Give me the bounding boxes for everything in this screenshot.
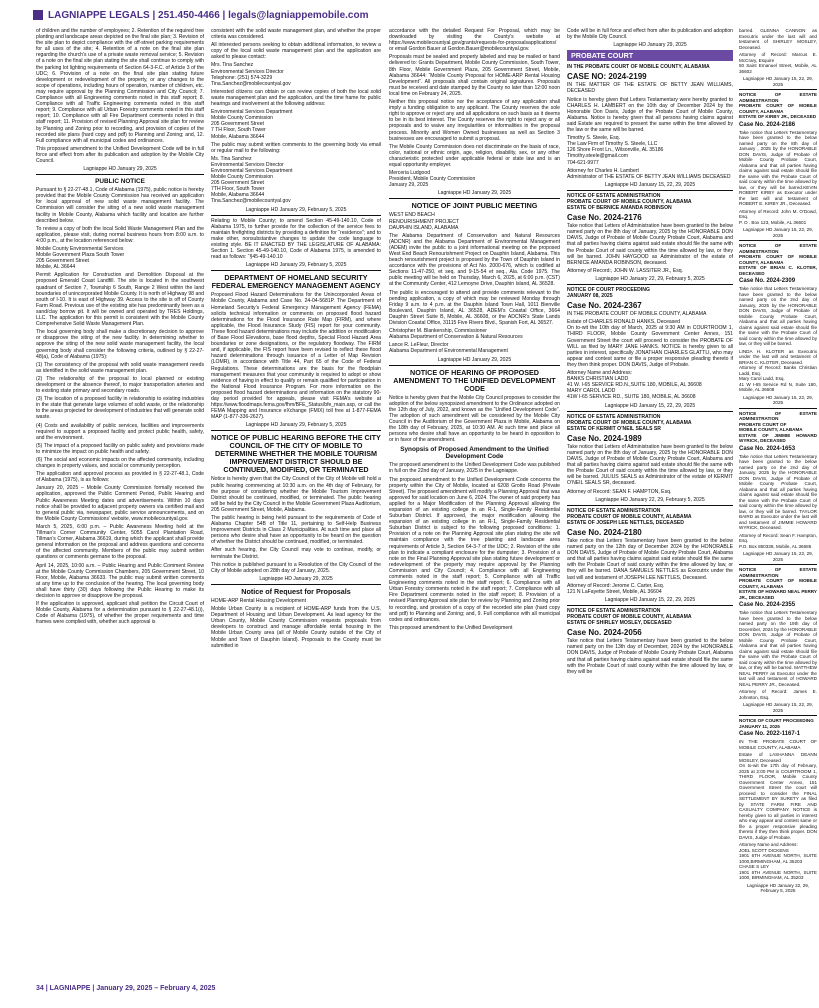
notice-text: Neither this proposal notice nor the acceptance of any application shall imply a funding obligation to any applicant. The County reserves the sole right to approve or reject any and all applications on such basis as it deems to be in its best interest. The County reserves the right to reject any or all proposals and to waive any irregularities or informalities in the proposal process. Minority and Women Owned businesses as well as Section 3 businesses are encouraged to submit a proposal. (389, 99, 560, 142)
publication-signature: Lagniappe HD January 15, 22, 29, 2025 (743, 702, 813, 713)
publication-signature: Lagniappe HD January 15, 22, 29, 2025 (743, 76, 813, 87)
notice-text: Mobile Urban County is a recipient of HOME-ARP funds from the U.S. Department of Housing and Urban Development. As lead agency for the Urban County, Mobile County Commission requests proposals from developers to construct and manage affordable rental housing in the Mobile Urban County area (all of Mobile County outside of the City of Mobile and Town of Dauphin Island). Proposals to the County must be submitted in (211, 606, 381, 649)
divider (739, 408, 817, 409)
notice-text: Take notice that Letters Testamentary have been granted to the below named party on the 19th day of December, 2024 by the HONORABLE DON DAVIS, Judge of Probate of Mobile County Probate Court, Alabama and that all parties having claims against said estate should file the same with the Probate Court of said county within the time allowed by law, or they will be barred. MATTHEW NEAL PERRY as Executor under the last will and testament of HOWARD NEAL PERRY JR., Deceased. (739, 610, 817, 687)
publication-signature: Lagniappe HD January 15, 22, 29, 2025 (743, 394, 813, 405)
notice-text: Notice is hereby given that the City Council of the City of Mobile will hold a public hearing commencing at 10:30 a.m. on the 4th day of February, for the purpose of considering whether the Mobile Tourism Improvement District should be continued, modified, or terminated. The public hearing will be held by the City Council in the Mobile Government Plaza Auditorium, 205 Government Street, Mobile, Alabama. (211, 476, 381, 513)
header-divider: | (219, 9, 229, 21)
probate-court-banner: PROBATE COURT (567, 50, 733, 61)
criteria-item: (4) Costs and availability of public services, facilities and improvements required to support a proposed facility and protect public health, safety, and the environment. (36, 422, 204, 441)
notice-text: Attorney of Record: John M. O’Dowd, Esq. P. O . Box 123, Mobile, AL 36601 (739, 208, 817, 225)
notice-text: The public hearing is being held pursuant to the requirements of Code of Alabama Chapter 54B of Title 11, pertaining to Self-Help Business Improvement Districts in Class 2 Municipalities. At such time and place all persons who desire shall have an opportunity to be heard on the question of whether the District should be continued, modified, or terminated. (211, 515, 381, 546)
header-email[interactable]: legals@lagniappemobile.com (228, 9, 369, 21)
header-divider: | (149, 9, 159, 21)
notice-text: The Alabama Department of Conservation and Natural Resources (ADCNR) and the Alabama Department of Environmental Management (ADEM) invite the public to a joint informational meeting on the proposed West End Beach Renourishment Project on Dauphin Island, Alabama. This beach renourishment project is proposed by the Town of Dauphin Island in accordance with the provisions of Act No. 2000-676, which is codified at Sections 11-47-250, et seq. and 9-15-54 et seq., Ala. Code 1975. The public meeting will be held on Thursday, March 6, 2025, at 6:00 p.m. (CST) at the Community Center, 412 Lemoyne Drive, Dauphin Island, AL 36528. (389, 232, 560, 288)
notice-text: Relating to Mobile County; to amend Section 45-49-140.10, Code of Alabama 1975, to further provide for the collection of the service fees to maintain firefighting districts by providing a definition for “residence”; and to make other, nonsubstantive changes to update the code language to existing style. BE IT ENACTED BY THE LEGISLATURE OF ALABAMA: Section 1. Section 45-49-140.10, Code of Alabama 1975, is amended to read as follows: “§45-49-140.10 (211, 217, 381, 261)
notice-text: This proposed amendment to the Unified Development (389, 624, 513, 631)
notice-header: NOTICE OF ESTATE ADMINISTRATION PROBATE COURT OF MOBILE COUNTY, ALABAMA ESTATE OF SHIRLEY MOSLEY, DECEASED (567, 607, 692, 627)
divider (211, 584, 381, 585)
divider (567, 605, 733, 606)
notice-text: Attorney of Record: SEAN F. HAMPTON, Esq. (567, 488, 672, 495)
notice-header: NOTICE OF ESTATE ADMINISTRATION PROBATE COURT OF MOBILE COUNTY, ALABAMA ESTATE OF BRIAN C. KLOTER, DECEASED (739, 243, 817, 276)
notice-text: Attorney of Record: Marcus E. McCrary, Esquire 50 Saint Emanuel Street, Mobile, AL 36602 (739, 52, 817, 74)
notice-text: Attorney of Record: Jerome C. Carter, Esq. 121 N LaFayette Street, Mobile, AL 36604 (567, 582, 665, 595)
notice-text: IN THE MATTER OF THE ESTATE OF BETTY JEAN WILLIAMS, DECEASED (567, 82, 733, 95)
signature-block: Christopher M. Blankenship, Commissioner Alabama Department of Conservation & Natural Resources (389, 328, 523, 341)
notice-text: Attorney of Record: Sean F. Hampton, Esq. P.O. Box 850338, Mobile, AL 36685 (739, 532, 817, 549)
notice-text: All interested persons seeking to obtain additional information, to review a copy of the local solid waste management plan and the application are asked to please contact: (211, 42, 381, 61)
notice-text: The local governing body shall make a discretionary decision to approve or disapprove the siting of the new facility. In determining whether to approve the siting of the new solid waste management facility, the local governing body shall consider the following criteria, outlined by § 22-27-48(a), Code of Alabama (1975): (36, 329, 204, 360)
divider (567, 411, 733, 412)
notice-text: The proposed amendment to the Unified Development Code was published in full on the 22nd day of January, 2025 in the Lagniappe. (389, 462, 560, 475)
project-heading: WEST END BEACH RENOURISHMENT PROJECT DAUPHIN ISLAND, ALABAMA (389, 212, 460, 231)
case-number: Case No. 2024-2309 (739, 278, 796, 284)
notice-title: DEPARTMENT OF HOMELAND SECURITY FEDERAL EMERGENCY MANAGEMENT AGENCY (211, 273, 381, 291)
page-header (33, 9, 793, 21)
publication-signature: Lagniappe HD January 15, 22, 29, 2025 (604, 181, 696, 188)
case-number: Case No. 2024-1989 (567, 433, 642, 443)
notice-header: NOTICE OF COURT PROCEEDING JANUARY 08, 2025 (567, 287, 650, 300)
notice-text: IN THE PROBATE COURT OF MOBILE COUNTY, ALABAMA (739, 739, 817, 750)
notice-text: Attorney for Charles H. Lambert Administrator of THE ESTATE OF BETTY JEAN WILLIAMS DECEASED (567, 167, 731, 180)
notice-title: PUBLIC NOTICE (95, 178, 145, 186)
column-3 (389, 28, 560, 983)
publication-signature: Lagniappe HD January 15, 22, 29, 2025 (604, 596, 696, 603)
notice-text: Take notice that Letters Testamentary have been granted to the below named party on the 12th day of December 2024 by the HONORABLE DON DAVIS, Judge of Probate of Mobile County Probate Court, Alabama and that all parties having claims against said estate should file the same with the Probate Court of said county within the time allowed by law, or they will be barred. DANA SAMUELS NETTLES as Executrix under the last will and testament of JOSEPH LEE NETTLES, Deceased. (567, 538, 733, 581)
case-number: Case No. 2024-2056 (567, 628, 642, 638)
publication-signature: Lagniappe HD January 15, 22, 29, 2025 (604, 402, 696, 409)
case-number: CASE NO: 2024-2199 (567, 72, 647, 82)
publication-signature: Lagniappe HD January 29, 2025 (437, 356, 512, 363)
address-block: Mobile County Environmental Services Mobile Government Plaza South Tower 205 Government Street Mobile, AL 36644 (36, 246, 125, 271)
case-number: Case No. 2022-1167-1 (739, 731, 801, 737)
notice-text: Pursuant to § 22-27-48.1, Code of Alabama (1975), public notice is hereby provided that the Mobile County Commission has received an application for local approval of new solid waste management facility. The Commission will consider the siting of a new solid waste management facility in Mobile County, Alabama which facility and location are further described below. (36, 187, 204, 224)
publication-signature: Lagniappe HD January 22, 29, February 5, 2025 (595, 496, 705, 503)
notice-header: NOTICE OF ESTATE ADMINISTRATION PROBATE COURT OF MOBILE COUNTY, ALABAMA ESTATE OF KIRBY JR., DECEASED (739, 92, 817, 119)
notice-title: Notice of Request for Proposals (241, 586, 351, 596)
case-number: Case No. 2024-2176 (567, 213, 642, 223)
notice-title: NOTICE OF HEARING OF PROPOSED AMENDMENT TO THE UNIFIED DEVELOPMENT CODE (393, 367, 556, 393)
notice-text: accordance with the detailed Request For Proposal, which may be downloaded by visiting the County’s website at https://www.mobilecountyal.gov/grants/requests-for-proposalsapplications/ or email Gordon Bauer at Gordon.Bauer@mobilecountyal.gov. (389, 28, 560, 53)
divider (567, 505, 733, 506)
divider (739, 240, 817, 241)
notice-header: NOTICE OF ESTATE ADMINISTRATION PROBATE COURT OF MOBILE COUNTY, ALABAMA ESTATE OF JIMMIE HOWARD WYRICK, DECEASED (739, 410, 817, 443)
notice-text: To review a copy of both the local Solid Waste Management Plan and the application, please visit, during normal business hours from 8:00 a.m. to 4:00 p.m., at the location referenced below: (36, 225, 204, 244)
notice-text: Estate of CHARLES RONALD HANKS, Deceased On to-wit the 10th day of March, 2025 at 9:30 AM in COURTROOM 1, THIRD FLOOR, Mobile County Government Center Annex, 151 Government Street the court will proceed to consider the PROBATE OF WILL as filed by MARY JANE HANKS. NOTICE is hereby given to all parties in interest, specifically JONATHAN CHARLES GLATTLI, who may appear and contest same or file a proper responsive pleading thereto if they then think proper. DON DAVIS, Judge of Probate. (567, 319, 733, 368)
publication-signature: Lagniappe HD January 29, 2025 (613, 42, 687, 49)
notice-text: Notice is hereby given that the Mobile City Council proposes to consider the adoption of the below synopsized amendment to the Ordinance adopted on the 12th day of July, 2022, and known as the “Unified Development Code”. The adoption of such amendment will be considered by the Mobile City Council in the Auditorium of the Government Plaza in Mobile, Alabama on the 18th day of February, 2025, at 10:30 AM. At such time and place all persons who desire shall have an opportunity to be heard in opposition to or in favor of the amendment. (389, 394, 560, 444)
publication-signature: Lagniappe HD January 29, February 5, 2025 (245, 206, 347, 213)
divider (389, 365, 560, 366)
notice-text: The application and approval process as provided in § 22-27-48.1, Code of Alabama (1975), is as follows: (36, 471, 204, 484)
page-footer: 34 | LAGNIAPPE | January 29, 2025 – February 4, 2025 (36, 985, 216, 992)
column-5-notices (739, 28, 817, 983)
notice-text: of children and the number of employees; 2. Retention of the required tree planting and landscape areas depicted on the final site plan; 3. Revision of the site plan to depict compliance with the off-street parking requirements for all uses of the site; 4. Retention of a note on the final site plan regarding the church’s use of a private waste removal service; 5. Revision of a note on the final site plan stating the site shall continue to comply with the parking lot lighting requirements of Section 64-3-F.C. of Article 3 of the UDC; 6. Provision of a note on the final site plan stating future development or redevelopment of the property, or any changes to the scope of operations, including hours of operation, number of children, etc. may require approval by the Planning Commission and City Council; 7. Compliance with all Engineering comments noted in this staff report; 8. Compliance with all Traffic Engineering comments noted in this staff report; 9. Compliance with all Urban Forestry comments noted in this staff report; 10. Compliance with all Fire Department comments noted in this staff report; 11. Provision of revised Planning Approval site plan for review by Planning and Zoning prior to recording, and provision of copies of the recorded site plans (hard copy and pdf) to Planning and Zoning; and, 12. Full compliance with all municipal codes and ordinances. (36, 28, 204, 144)
notice-text: Code will be in full force and effect from after its publication and adoption by the Mobile City Council. (567, 28, 733, 41)
criteria-item: (5) The impact of a proposed facility on public safety and provisions made to minimize the impact on public health and safety. (36, 442, 204, 455)
notice-text: barred. GLENNA CANNON as Executrix under the last will and testament of SHIRLEY MOSLEY, Deceased. (739, 28, 817, 50)
criteria-item: (6) The social and economic impacts on the affected community, including changes in property values, and social or community perception. (36, 457, 204, 470)
notice-text: Proposals must be sealed and properly labeled and may be mailed or hand delivered to: Grants Department, Mobile County Commission, South Tower, 8th Floor, Mobile Government Plaza, 205 Government Street, Mobile, Alabama 36644: “Mobile County Proposal for HOME-ARP Rental Housing Development”. All proposals shall contain original signatures. Proposals must be received and date stamped by the County no later than 12:00 noon local time on February 24, 2025. (389, 54, 560, 97)
divider (739, 564, 817, 565)
criteria-item: (3) The location of a proposed facility in relationship to existing industries in the state that generate large volumes of solid waste, or the relationship to the areas projected for development of industries that will generate solid waste. (36, 396, 204, 421)
notice-text: After such hearing, the City Council may vote to continue, modify, or terminate the District. (211, 547, 381, 560)
notice-text: The Mobile County Commission does not discriminate on the basis of race, color, national or ethnic origin, age, religion, disability, sex, or any other characteristic protected under applicable federal or state law and is an equal opportunity employer. (389, 143, 560, 168)
case-number: Case No. 2024-2186 (739, 121, 796, 128)
notice-header: NOTICE OF ESTATE ADMINISTRATION PROBATE COURT OF MOBILE COUNTY, ALABAMA ESTATE OF JOSEPH LEE NETTLES, DECEASED (567, 507, 692, 526)
notice-text: Attorney Name and Address: JOEL SCOTT DICKENS 1901 6TH AVENUE NORTH, SUITE 1000,BIRMINGHAM, AL 35203 CHASE S LEY 1901 6TH AVENUE NORTH, SUITE 1000, BIRMINGHAM, AL 35203 (739, 842, 817, 880)
notice-text: Take notice that Letters Testamentary have been granted to the below named party on the 2nd day of January, 2025 by the HONORABLE DON DAVIS, Judge of Probate of Mobile County Probate Court, Alabama and that all parties having claims against said estate should file the same with the Probate Court of said county within the time allowed by law, or they will be barred. TAYLOR BAIRD as Executor under the last will and testament of JIMMIE HOWARD WYRICK, Deceased. (739, 453, 817, 530)
notice-text: Notice is hereby given that Letters Testamentary were hereby granted to CHARLES H. LAMBERT on the 10th day of December 2024 by the Honorable Don Davis, Judge of the Probate Court of Mobile County, Alabama. Notice is hereby given that all persons having claims against said Estate are required to present the same within the time allowed by the law or the same will be barred. (567, 96, 733, 134)
address-block: Environmental Services Department Mobile County Commission 205 Government Street 7 TH Floor, South Tower Mobile, Alabama 36644 (211, 109, 293, 140)
notice-text: March 5, 2025, 6:00 p.m. – Public Awareness Meeting held at the Tillman’s Corner Community Center, 5055 Carol Plantation Road, Tillman’s Corner, Alabama 36619, during which the applicant shall provide general information on the proposal and address questions and concerns of the affected community. Members of the public may submit written questions or comments germane to the proposal. (36, 523, 204, 561)
notice-text: LINDA H. KLOTER as Executrix under the last will and testament of BRIAN C. KLOTER, Deceased. Attorney of Record: Banks Christian Ladd, Esq. Mary Carol Ladd, Esq. 41 W I-65 Service Rd N, Suite 180, Mobile, AL 36608 (739, 348, 817, 392)
publication-signature: Lagniappe HD January 29, February 5, 2025 (245, 422, 347, 429)
column-1 (36, 28, 204, 983)
publication-signature: Lagniappe HD January 29, February 5, 2025 (245, 262, 347, 269)
notice-text: IN THE PROBATE COURT OF MOBILE COUNTY, ALABAMA (567, 311, 707, 318)
signature-block: Merceria Ludgood President, Mobile County Commission January 29, 2025 (389, 170, 476, 189)
divider (389, 198, 560, 199)
contact-block: Mrs. Tina Sanchez Environmental Services Director Telephone: (251) 574-3229 Tina.Sanchez@mobilecountyal.gov (211, 62, 291, 87)
notice-header: NOTICE OF ESTATE ADMINISTRATION PROBATE COURT OF MOBILE COUNTY, ALABAMA ESTATE OF KERMIT O’NEIL SEALS SR (567, 413, 692, 432)
divider (739, 89, 817, 90)
notice-text: The proposed amendment to the Unified Development Code concerns the property within the City of Mobile, located at 6208 Grotto Road (Private Street). The proposed amendment will modify a Planning Approval that was approved for said location on June 6, 2024. The owner of said property has applied for a Major Modification of the Planning Approval allowing the expansion of an existing college in an R-1, Single-Family Residential Suburban District. If approved, the major modification allowing the expansion of an existing college in an R-1, Single-Family Residential Suburban District is subject to the following proposed conditions: 1. Provision of a note on the Planning Approval site plan stating the site will maintain compliance with the tree planting and landscape area requirements of Article 3, Section 64-3-7 of the UDC; 2. Revision of the site plan to indicate a compliant enclosure for the dumpster; 3. Provision of a note on the Final Planning Approval site plan stating future development or redevelopment of the property may require approval by the Planning Commission and City Council; 4. Compliance with all Engineering comments noted in the staff report; 5. Compliance with all Traffic Engineering comments noted in the staff report; 6. Compliance with all Urban Forestry comments noted in the staff report; 7. Compliance with all Fire Department comments noted in the staff report; 8. Provision of a revised Planning Approval site plan for review by Planning and Zoning prior to recording, and provision of a copy of the recorded site plan (hard copy and pdf) to Planning and Zoning; and, 9. Full compliance with all municipal codes and ordinances. (389, 476, 560, 623)
notice-text: The public may submit written comments to the governing body via email or regular mail to the following: (211, 141, 381, 154)
notice-text: Proposed Flood Hazard Determinations for the Unincorporated Areas of Mobile County, Alabama and Case No. 24-04-5681P. The Department of Homeland Security’s Federal Emergency Management Agency (FEMA) solicits technical information or comments on proposed flood hazard determinations for the Flood Insurance Rate Map (FIRM), and where applicable, the Flood Insurance Study (FIS) report for your community. These flood hazard determinations may include the addition or modification of Base Flood Elevations, base flood depths, Special Flood Hazard Area boundaries or zone designations, or the regulatory floodway. The FIRM and, if applicable, the FIS report have been revised to reflect these flood hazard determinations through issuance of a Letter of Map Revision (LOMR), in accordance with Title 44, Part 65 of the Code of Federal Regulations. These determinations are the basis for the floodplain management measures that your community is required to adopt or show evidence of having in effect to qualify or remain qualified for participation in the National Flood Insurance Program. For more information on the proposed flood hazard determinations and information on the statutory 90-day period provided for appeals, please visit FEMA’s website at https://www.floodmaps.fema.gov/fhm/BFE_Status/bfe_main.asp, or call the FEMA Mapping and Insurance eXchange (FMIX) toll free at 1-877-FEMA MAP (1-877-336-2627). (211, 292, 381, 421)
notice-text: Take notice that Letters Testamentary have been granted to the below named party on the 8th day of January , 2025 by the HONORABLE DON DAVIS, Judge of Probate of Mobile County Probate Court, Alabama and that all parties having claims against said estate should file the same with the Probate Court of said county within the time allowed by law, or they will be barred.KEVIN ROBERT KIRBY as Executor under the last will and testament of ROBERT E. KIRBY JR., Deceased. (739, 129, 817, 206)
header-phone: 251.450-4466 (158, 9, 220, 21)
section-title: LAGNIAPPE LEGALS (48, 9, 150, 21)
notice-text: The public is encouraged to attend and provide comments relevant to the pending application, a copy of which may be reviewed Monday through Friday 9 a.m. to 4 p.m. at the Dauphin Island Town Hall, 1011 Bienville Boulevard, Dauphin Island, AL 36528, ADEM’s Coastal Office, 3664 Dauphin Street Suite B, Mobile, AL 36608, or the ADCNR’s State Lands Division Coastal Office, 31115 Five Rivers Blvd., Spanish Fort, AL 36527. (389, 289, 560, 327)
criteria-item: (1) The consistency of the proposal with solid waste management needs as identified in the solid waste management plan. (36, 361, 204, 374)
case-number: Case No. 2024-2180 (567, 528, 642, 537)
notice-title: NOTICE OF PUBLIC HEARING BEFORE THE CITY COUNCIL OF THE CITY OF MOBILE TO DETERMINE WHETHER THE MOBILE TOURISM IMPROVEMENT DISTRICT SHOULD BE CONTINUED, MODIFIED, OR TERMINATED (211, 433, 381, 475)
contact-block: Ms. Tina Sanchez Environmental Services Director Environmental Services Department Mobile County Commission 205 Government Street 7TH Floor, South Tower Mobile, Alabama 36644 Tina.Sanchez@mobilecountyal.gov (211, 155, 293, 205)
publication-signature: Lagniappe HD January 22, 29, February 5, 2025 (595, 275, 705, 282)
notice-text: Take notice that Letters Testamentary have been granted to the below named party on the 2nd day of January, 2025 by the HONORABLE DON DAVIS, Judge of Probate of Mobile County Probate Court, Alabama and that all parties having claims against said estate should file the same with the Probate Court of said county within the time allowed by law, or they will be barred. (739, 286, 817, 346)
case-number: Case No. 2024-2367 (567, 301, 642, 311)
column-4 (567, 28, 733, 983)
publication-signature: Lagniappe HD January 29, 2025 (437, 190, 512, 197)
notice-title: NOTICE OF JOINT PUBLIC MEETING (411, 201, 538, 211)
notice-text: Interested citizens can obtain or can review copies of both the local solid waste management plan and the application, and the time frame for public hearings and involvement at the following address: (211, 88, 381, 108)
notice-text: If the application is approved, applicant shall petition the Circuit Court of Mobile County, Alabama for a determination pursuant to § 22-27-48.1(i), Code of Alabama (1975), of whether the proper requirements and time frames were complied with, whether such approval is (36, 601, 204, 626)
contact-block: Timothy S. Steele, Esq. The Law Firm of Timothy S. Steele, LLC 126 Shore Front Ln., Wilsonville, AL 35186 Timothy.steele@gmail.com 704-621-9977 (567, 135, 664, 166)
column-2 (211, 28, 381, 983)
publication-signature: Lagniappe HD January 29, 2025 (83, 166, 157, 173)
publication-signature: Lagniappe HD January 15, 22, 29, 2025 (743, 551, 813, 562)
notice-text: Permit Application for Construction and Demolition Disposal at the proposed Emerald Coast Landfill. The site is located in the southwest quadrant of Section 7, Township 6 South, Range 2 West within the land boundaries of unincorporated Mobile County. It is north of Highway 98 and south of I-10. It is east of Highway 39. Access to the site is off of County Farm Road. Previous use of the existing site has predominantly been as a sand/clay borrow pit. It will be owned and operated by TRES Holdings, LLC. The application for this permit is consistent with the Mobile County Comprehensive Solid Waste Management Plan. (36, 272, 204, 328)
divider (211, 215, 381, 216)
notice-text: Attorney of Record:, JOHN W. LASSITER JR., Esq. (567, 267, 684, 274)
notice-subtitle: HOME-ARP Rental Housing Development (211, 597, 307, 604)
publication-signature: Lagniappe HD January 22, 29, February 5, 2025 (746, 882, 810, 893)
divider (739, 715, 817, 716)
divider (567, 284, 733, 285)
case-number: Case No. 2024-2355 (739, 602, 796, 608)
notice-text: Attorney Name and Address: BANKS CHRISTIAN LADD 41 W. I-65 SERVICE RD.N.,SUITE 180, MOBILE, AL 36608 MARY CAROL LADD 41W I-65 SERVICE RD., SUITE 180, MOBILE, AL 36608 (567, 370, 702, 401)
notice-text: Estate of LASHANNA DEANN MOSLEY, Deceased On to-wit the 17th day of February, 2025 at 2:00 PM in COURTROOM 1, THIRD FLOOR, Mobile County Government Center Annex, 151 Government Street the court will proceed to consider the FINAL SETTLEMENT BY SURETY as filed by STATE FARM FIRE AND CASUALTY COMPANY. NOTICE is hereby given to all parties in interest who may appear and contest same or file a proper responsive pleading thereto if they then think proper. DON DAVIS, Judge of Probate. (739, 752, 817, 840)
notice-text: Take notice that Letters of Administration have been granted to the below named party on the 8th day of January, 2025 by the HONORABLE DON DAVIS, Judge of Probate of Mobile County Probate Court, Alabama and that all parties having claims against said estate should file the same with the Probate Court of said county within the time allowed by law, or they will be barred. JULIUS SEALS as Administrator of the estate of KERMIT O’NEIL SEALS SR, deceased. (567, 443, 733, 487)
notice-text: Take notice that Letters Testamentary have been granted to the below named party on the 13th day of December, 2024 by the HONORABLE DON DAVIS, Judge of Probate of Mobile County Probate Court, Alabama and that all parties having claims against said estate should file the same with the Probate Court of said county within the time allowed by law, or they will be (567, 638, 733, 675)
section-square-icon (33, 10, 43, 20)
signature-block: Lance R. LeFleur, Director Alabama Department of Environmental Management (389, 342, 508, 355)
divider (36, 174, 204, 175)
notice-text: consistent with the solid waste management plan, and whether the proper criteria was considered. (211, 28, 381, 41)
notice-text: Take notice that Letters of Administration have been granted to the below named party on the 8th day of January, 2025 by the HONORABLE DON DAVIS, Judge of Probate of Mobile County Probate Court, Alabama and that all parties having claims against said estate should file the same with the Probate Court of said county within the time allowed by law, or they will be barred. JOHN HAYGOOD as Administrator of the estate of BERNICE AMANDA ROBINSON, deceased. (567, 223, 733, 266)
notice-text: Attorney of Record: James E. Johnston, Esq. (739, 689, 817, 700)
divider (567, 190, 733, 191)
notice-text: This proposed amendment to the Unified Development Code will be in full force and effect from after its publication and adoption by the Mobile City Council. (36, 145, 204, 164)
notice-header: NOTICE OF COURT PROCEEDING JANUARY 11, 2025 (739, 718, 814, 729)
notice-header: NOTICE OF ESTATE ADMINISTRATION PROBATE COURT OF MOBILE COUNTY, ALABAMA ESTATE OF HOWARD NEAL PERRY JR., DECEASED (739, 567, 817, 600)
notice-header: IN THE PROBATE COURT OF MOBILE COUNTY, ALABAMA (567, 64, 710, 71)
criteria-item: (2) The relationship of the proposal to local planned or existing development or the absence thereof, to major transportation arteries and to existing state primary and secondary roads. (36, 375, 204, 395)
notice-text: January 20, 2025 – Mobile County Commission formally received the application, approved the Public Comment Period, Public Hearing and Public Awareness Meeting dates and advertisements. Within 10 days notice shall be provided to adjacent property owners via certified mail and to general public via, newspaper, public service announcements, and on the Mobile County Commissions’ website, www.mobilecountyal.gov. (36, 485, 204, 522)
notice-header: NOTICE OF ESTATE ADMINISTRATION PROBATE COURT OF MOBILE COUNTY, ALABAMA ESTATE OF BERNICE AMANDA ROBINSON (567, 192, 692, 212)
publication-signature: Lagniappe HD January 15, 22, 29, 2025 (743, 227, 813, 238)
divider (211, 430, 381, 431)
notice-text: This notice is published pursuant to a Resolution of the City Council of the City of Mobile adopted on 28th day of January, 2025. (211, 561, 381, 574)
divider (211, 270, 381, 271)
case-number: Case No. 2024-1653 (739, 445, 796, 452)
publication-signature: Lagniappe HD January 29, 2025 (259, 575, 333, 582)
notice-subtitle: Synopsis of Proposed Amendment to the Unified Development Code (400, 446, 549, 461)
notice-text: April 14, 2025, 10:00 a.m. – Public Hearing and Public Comment Review at the Mobile County Commission Chambers, 205 Government Street, 10 Floor, Mobile, Alabama 36633. The public may submit written comments at any time up to the conclusion of the hearing. The local governing body shall have thirty (30) days following the Public Hearing to make its decision to approve or disapprove the proposal. (36, 562, 204, 599)
